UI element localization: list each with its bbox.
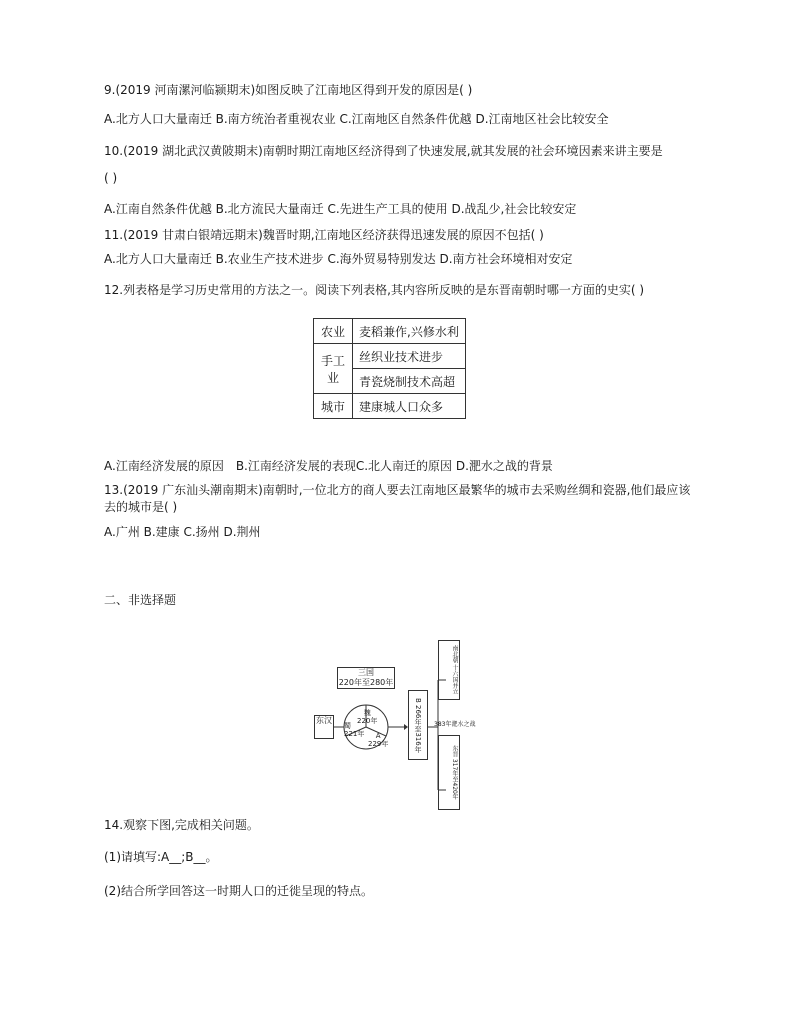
q11-options: A.北方人口大量南迁 B.农业生产技术进步 C.海外贸易特别发达 D.南方社会环境相对安定 (104, 252, 573, 266)
history-diagram (310, 640, 476, 815)
q13-options: A.广州 B.建康 C.扬州 D.荆州 (104, 525, 261, 539)
table-city-text: 建康城人口众多 (353, 394, 466, 419)
section-title: 二、非选择题 (104, 593, 177, 607)
a-year: 229年 (368, 740, 389, 748)
a-label (368, 732, 388, 748)
q9-stem: 9.(2019 河南漯河临颍期末)如图反映了江南地区得到开发的原因是( ) (104, 83, 473, 97)
wei-name: 魏 (363, 709, 371, 717)
q12-table (313, 318, 466, 419)
q14-stem: 14.观察下图,完成相关问题。 (104, 818, 259, 832)
q12-stem: 12.列表格是学习历史常用的方法之一。阅读下列表格,其内容所反映的是东晋南朝时哪一方面的史实( ) (104, 283, 645, 297)
donghan-label: 东汉 (316, 716, 332, 725)
shu-name: 蜀 (344, 722, 351, 730)
b-box (408, 690, 428, 760)
table-city-label: 城市 (314, 394, 353, 419)
table-agri-label: 农业 (314, 319, 353, 344)
a-name: A (375, 732, 381, 740)
north-sub: 十六国并立 (451, 664, 458, 695)
table-agri-text: 麦稻兼作,兴修水利 (353, 319, 466, 344)
q10-stem: 10.(2019 湖北武汉黄陂期末)南朝时期江南地区经济得到了快速发展,就其发展的社会环境因素来讲主要是 (104, 144, 663, 158)
feishui-label: 383年淝水之战 (434, 721, 476, 728)
sanguo-years: 220年至280年 (338, 678, 394, 687)
q14-part1: (1)请填写:A__;B__。 (104, 850, 218, 864)
q10-paren: ( ) (104, 171, 118, 185)
dongjin-box (438, 735, 460, 810)
q9-options: A.北方人口大量南迁 B.南方统治者重视农业 C.江南地区自然条件优越 D.江南地区社会比较安全 (104, 112, 609, 126)
north-box (438, 640, 460, 700)
q13-stem: 13.(2019 广东汕头潮南期末)南朝时,一位北方的商人要去江南地区最繁华的城市去采购丝绸和瓷器,他们最应该去的城市是( ) (104, 483, 691, 514)
shu-year: 221年 (344, 730, 365, 738)
wei-year: 220年 (357, 717, 378, 725)
q10-options: A.江南自然条件优越 B.北方流民大量南迁 C.先进生产工具的使用 D.战乱少,社会比较安定 (104, 202, 577, 216)
table-craft-label: 手工业 (314, 344, 353, 394)
table-craft-text2: 青瓷烧制技术高超 (353, 369, 466, 394)
sanguo-label: 三国 (358, 668, 374, 677)
q11-stem: 11.(2019 甘肃白银靖远期末)魏晋时期,江南地区经济获得迅速发展的原因不包括( ) (104, 228, 544, 242)
q14-part2: (2)结合所学回答这一时期人口的迁徙呈现的特点。 (104, 884, 373, 898)
table-craft-text1: 丝织业技术进步 (353, 344, 466, 369)
q12-options: A.江南经济发展的原因 B.江南经济发展的表现C.北人南迁的原因 D.淝水之战的背景 (104, 459, 553, 473)
shu-label (344, 722, 364, 738)
dongjin-years: 317年至420年 (451, 759, 458, 800)
b-label: B 266年至316年 (414, 697, 422, 753)
dongjin-label: 东晋 (451, 745, 458, 758)
north-label: 南北朝 (451, 645, 458, 664)
